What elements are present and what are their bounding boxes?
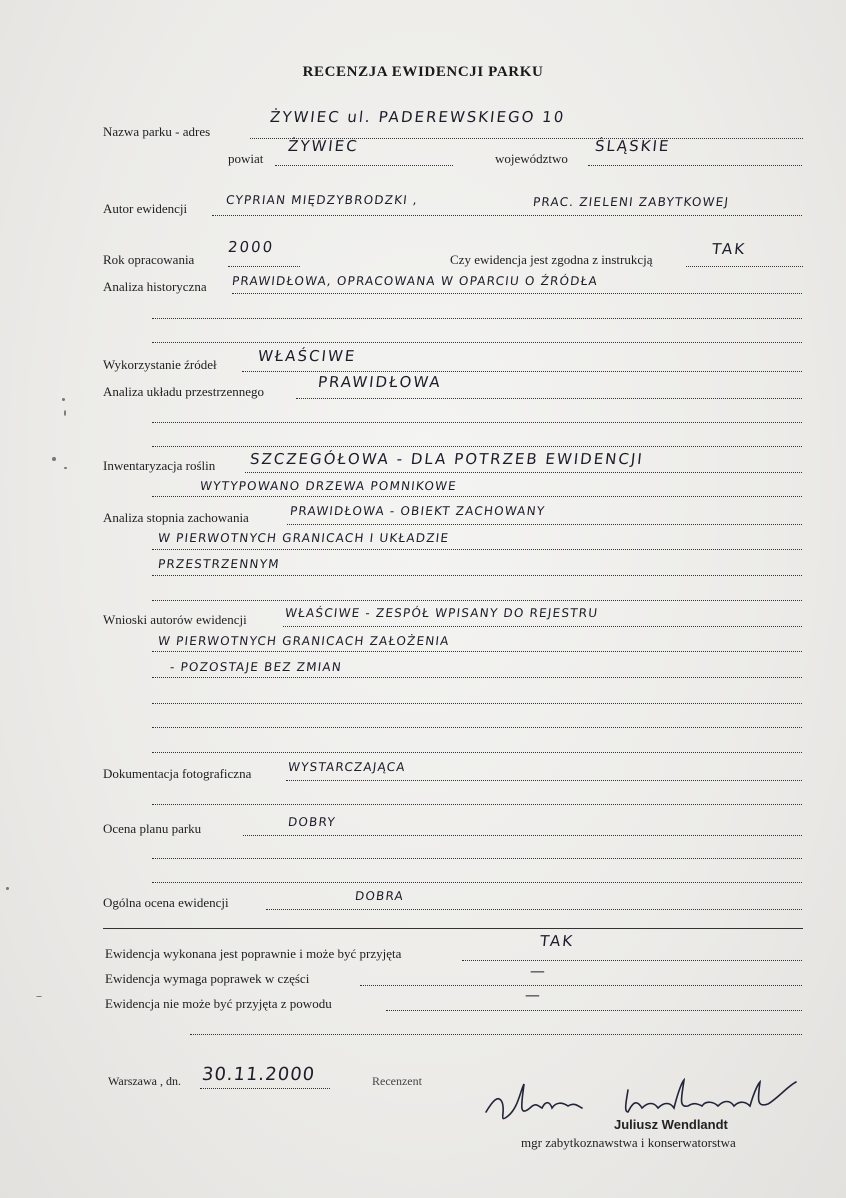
ogolna-line bbox=[266, 909, 802, 910]
plan-line-2 bbox=[152, 858, 802, 859]
inwentaryzacja-value-2: WYTYPOWANO DRZEWA POMNIKOWE bbox=[199, 479, 458, 493]
park-name-value: ŻYWIEC ul. PADEREWSKIEGO 10 bbox=[269, 108, 567, 126]
historyczna-label: Analiza historyczna bbox=[103, 279, 207, 294]
historyczna-line-2 bbox=[152, 318, 802, 319]
recenzent-label: Recenzent bbox=[372, 1074, 422, 1088]
wnioski-line-2 bbox=[152, 651, 802, 652]
zachowanie-line bbox=[287, 524, 802, 525]
zrodla-label: Wykorzystanie źródeł bbox=[103, 357, 217, 372]
zachowanie-value-2: W PIERWOTNYCH GRANICACH I UKŁADZIE bbox=[157, 531, 450, 545]
historyczna-line bbox=[232, 293, 802, 294]
zachowanie-label: Analiza stopnia zachowania bbox=[103, 510, 249, 525]
wojewodztwo-line bbox=[588, 165, 802, 166]
rok-line bbox=[228, 266, 300, 267]
page-title: RECENZJA EWIDENCJI PARKU bbox=[302, 64, 544, 80]
zgodna-value: TAK bbox=[711, 240, 748, 258]
section-divider bbox=[103, 928, 803, 929]
uklad-line-3 bbox=[152, 446, 802, 447]
inwentaryzacja-line bbox=[245, 472, 802, 473]
wnioski-label: Wnioski autorów ewidencji bbox=[103, 612, 247, 627]
plan-value: DOBRY bbox=[287, 815, 337, 829]
dokumentacja-label: Dokumentacja fotograficzna bbox=[103, 766, 252, 781]
autor-name-value: CYPRIAN MIĘDZYBRODZKI , bbox=[225, 193, 419, 207]
plan-line bbox=[243, 835, 802, 836]
scan-speck bbox=[64, 467, 67, 469]
zrodla-line bbox=[242, 371, 802, 372]
dokumentacja-line-2 bbox=[152, 804, 802, 805]
zachowanie-value-3: PRZESTRZENNYM bbox=[157, 557, 281, 571]
scan-speck bbox=[52, 457, 56, 461]
poprawnie-line bbox=[462, 960, 802, 961]
autor-org-value: PRAC. ZIELENI ZABYTKOWEJ bbox=[532, 195, 730, 209]
zachowanie-line-2 bbox=[152, 549, 802, 550]
uklad-line bbox=[296, 398, 802, 399]
nie-line-2 bbox=[190, 1034, 802, 1035]
poprawek-value: — bbox=[529, 962, 548, 980]
recenzent-title: mgr zabytkoznawstwa i konserwatorstwa bbox=[521, 1135, 736, 1150]
wojewodztwo-label: województwo bbox=[495, 151, 568, 166]
wnioski-line bbox=[283, 626, 802, 627]
poprawnie-value: TAK bbox=[539, 932, 576, 950]
data-line bbox=[200, 1088, 330, 1089]
zrodla-value: WŁAŚCIWE bbox=[257, 347, 358, 365]
dokumentacja-value: WYSTARCZAJĄCA bbox=[287, 760, 407, 774]
plan-label: Ocena planu parku bbox=[103, 821, 202, 836]
nie-value: — bbox=[524, 986, 543, 1004]
wojewodztwo-value: ŚLĄSKIE bbox=[594, 137, 672, 155]
autor-label: Autor ewidencji bbox=[103, 201, 188, 216]
powiat-label: powiat bbox=[228, 151, 264, 166]
wnioski-line-3 bbox=[152, 677, 802, 678]
scan-speck bbox=[6, 887, 9, 890]
scan-speck bbox=[62, 398, 65, 401]
poprawek-line bbox=[360, 985, 802, 986]
zachowanie-value-1: PRAWIDŁOWA - OBIEKT ZACHOWANY bbox=[289, 504, 547, 518]
poprawnie-label: Ewidencja wykonana jest poprawnie i może być przyjęta bbox=[105, 946, 402, 961]
scan-speck bbox=[64, 410, 66, 416]
historyczna-value: PRAWIDŁOWA, OPRACOWANA W OPARCIU O ŹRÓDŁA bbox=[231, 274, 599, 288]
autor-line bbox=[212, 215, 802, 216]
zachowanie-line-3 bbox=[152, 575, 802, 576]
plan-line-3 bbox=[152, 882, 802, 883]
park-name-label: Nazwa parku - adres bbox=[103, 124, 211, 139]
wnioski-line-5 bbox=[152, 727, 802, 728]
scan-speck bbox=[36, 996, 42, 997]
zgodna-line bbox=[686, 266, 803, 267]
ogolna-label: Ogólna ocena ewidencji bbox=[103, 895, 229, 910]
uklad-value: PRAWIDŁOWA bbox=[317, 373, 443, 391]
poprawek-label: Ewidencja wymaga poprawek w części bbox=[105, 971, 310, 986]
ogolna-value: DOBRA bbox=[354, 889, 405, 903]
wnioski-value-1: WŁAŚCIWE - ZESPÓŁ WPISANY DO REJESTRU bbox=[284, 606, 599, 620]
wnioski-value-3: - POZOSTAJE BEZ ZMIAN bbox=[169, 660, 343, 674]
powiat-value: ŻYWIEC bbox=[287, 137, 360, 155]
wnioski-value-2: W PIERWOTNYCH GRANICACH ZAŁOŻENIA bbox=[157, 634, 451, 648]
data-value: 30.11.2000 bbox=[200, 1064, 317, 1085]
rok-value: 2000 bbox=[227, 238, 276, 256]
dokumentacja-line bbox=[286, 780, 802, 781]
uklad-line-2 bbox=[152, 422, 802, 423]
zachowanie-line-4 bbox=[152, 600, 802, 601]
zgodna-label: Czy ewidencja jest zgodna z instrukcją bbox=[450, 252, 653, 267]
wnioski-line-4 bbox=[152, 703, 802, 704]
nie-label: Ewidencja nie może być przyjęta z powodu bbox=[105, 996, 332, 1011]
rok-label: Rok opracowania bbox=[103, 252, 195, 267]
inwentaryzacja-value-1: SZCZEGÓŁOWA - DLA POTRZEB EWIDENCJI bbox=[249, 450, 645, 468]
inwentaryzacja-label: Inwentaryzacja roślin bbox=[103, 458, 216, 473]
wnioski-line-6 bbox=[152, 752, 802, 753]
recenzent-name: Juliusz Wendlandt bbox=[614, 1117, 728, 1132]
historyczna-line-3 bbox=[152, 342, 802, 343]
inwentaryzacja-line-2 bbox=[152, 496, 802, 497]
powiat-line bbox=[275, 165, 453, 166]
miejsce-label: Warszawa , dn. bbox=[108, 1074, 182, 1088]
nie-line bbox=[386, 1010, 802, 1011]
uklad-label: Analiza układu przestrzennego bbox=[103, 384, 264, 399]
